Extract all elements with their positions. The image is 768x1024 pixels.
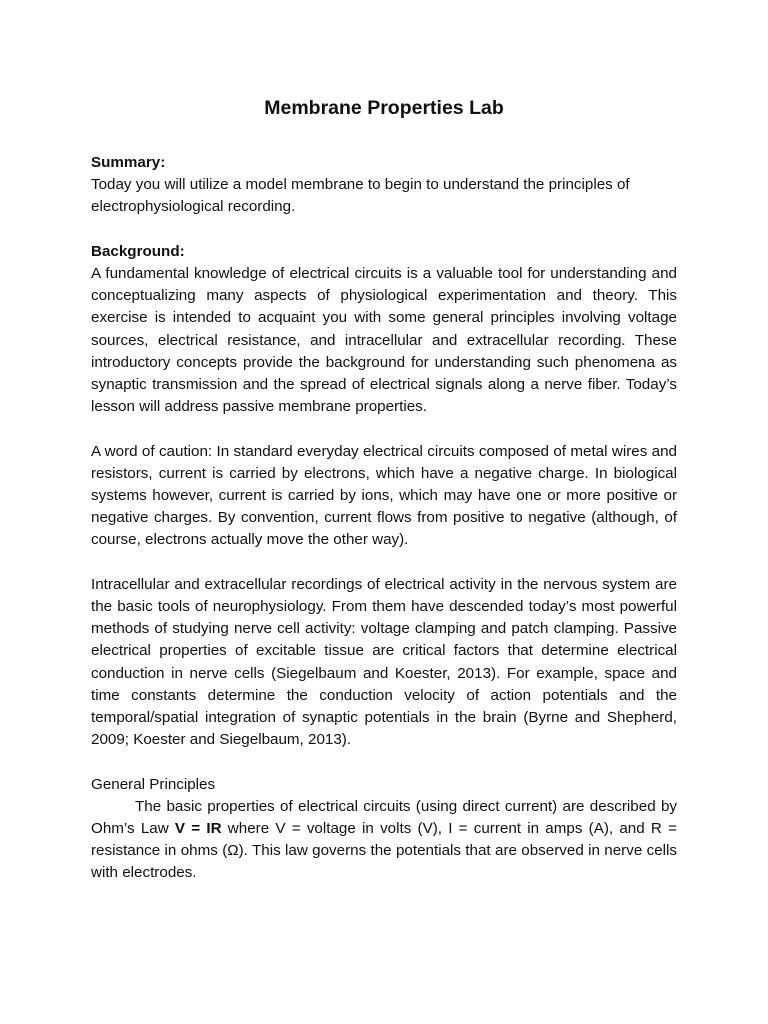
ohms-law-paragraph — [91, 796, 677, 885]
page-title: Membrane Properties Lab — [264, 97, 504, 119]
summary-text: Today you will utilize a model membrane to begin to understand the principles of electrophysiological recording. — [91, 176, 630, 216]
background-paragraph-1: A fundamental knowledge of electrical circuits is a valuable tool for understanding and conceptualizing many aspects of physiological experimentation and theory. This exercise is intended to acquaint you with some general principles involving voltage sources, electrical resistance, and intracellular and extracellular recording. These introductory concepts provide the background for understanding such phenomena as synaptic transmission and the spread of electrical signals along a nerve fiber. Today’s lesson will address passive membrane properties. — [91, 265, 677, 416]
document-body — [91, 152, 677, 885]
spacer — [91, 418, 677, 440]
summary-heading: Summary: — [91, 154, 166, 171]
spacer — [91, 751, 677, 773]
recordings-paragraph: Intracellular and extracellular recordings of electrical activity in the nervous system are the basic tools of neurophysiology. From them have descended today’s most powerful methods of studying nerve cell activity: voltage clamping and patch clamping. Passive electrical properties of excitable tissue are critical factors that determine electrical conduction in nerve cells (Siegelbaum and Koester, 2013). For example, space and time constants determine the conduction velocity of action potentials and the temporal/spatial integration of synaptic potentials in the brain (Byrne and Shepherd, 2009; Koester and Siegelbaum, 2013). — [91, 575, 677, 749]
ohms-law-text-after: where V = voltage in volts (V), I = current in amps (A), and R = resistance in ohms (Ω). This law governs the potentials that are observed in nerve cells with electrodes. — [91, 820, 677, 882]
spacer — [91, 219, 677, 241]
background-heading: Background: — [91, 242, 185, 260]
general-principles-heading: General Principles — [91, 775, 216, 793]
ohms-law-text-before: The basic properties of electrical circuits (using direct current) are described by Ohm’s Law — [91, 797, 677, 838]
caution-paragraph: A word of caution: In standard everyday electrical circuits composed of metal wires and resistors, current is carried by electrons, which have a negative charge. In biological systems however, current is carried by ions, which may have one or more positive or negative charges. By convention, current flows from positive to negative (although, of course, electrons actually move the other way). — [91, 442, 677, 549]
ohms-law-formula: V = IR — [174, 820, 222, 838]
spacer — [91, 552, 677, 574]
